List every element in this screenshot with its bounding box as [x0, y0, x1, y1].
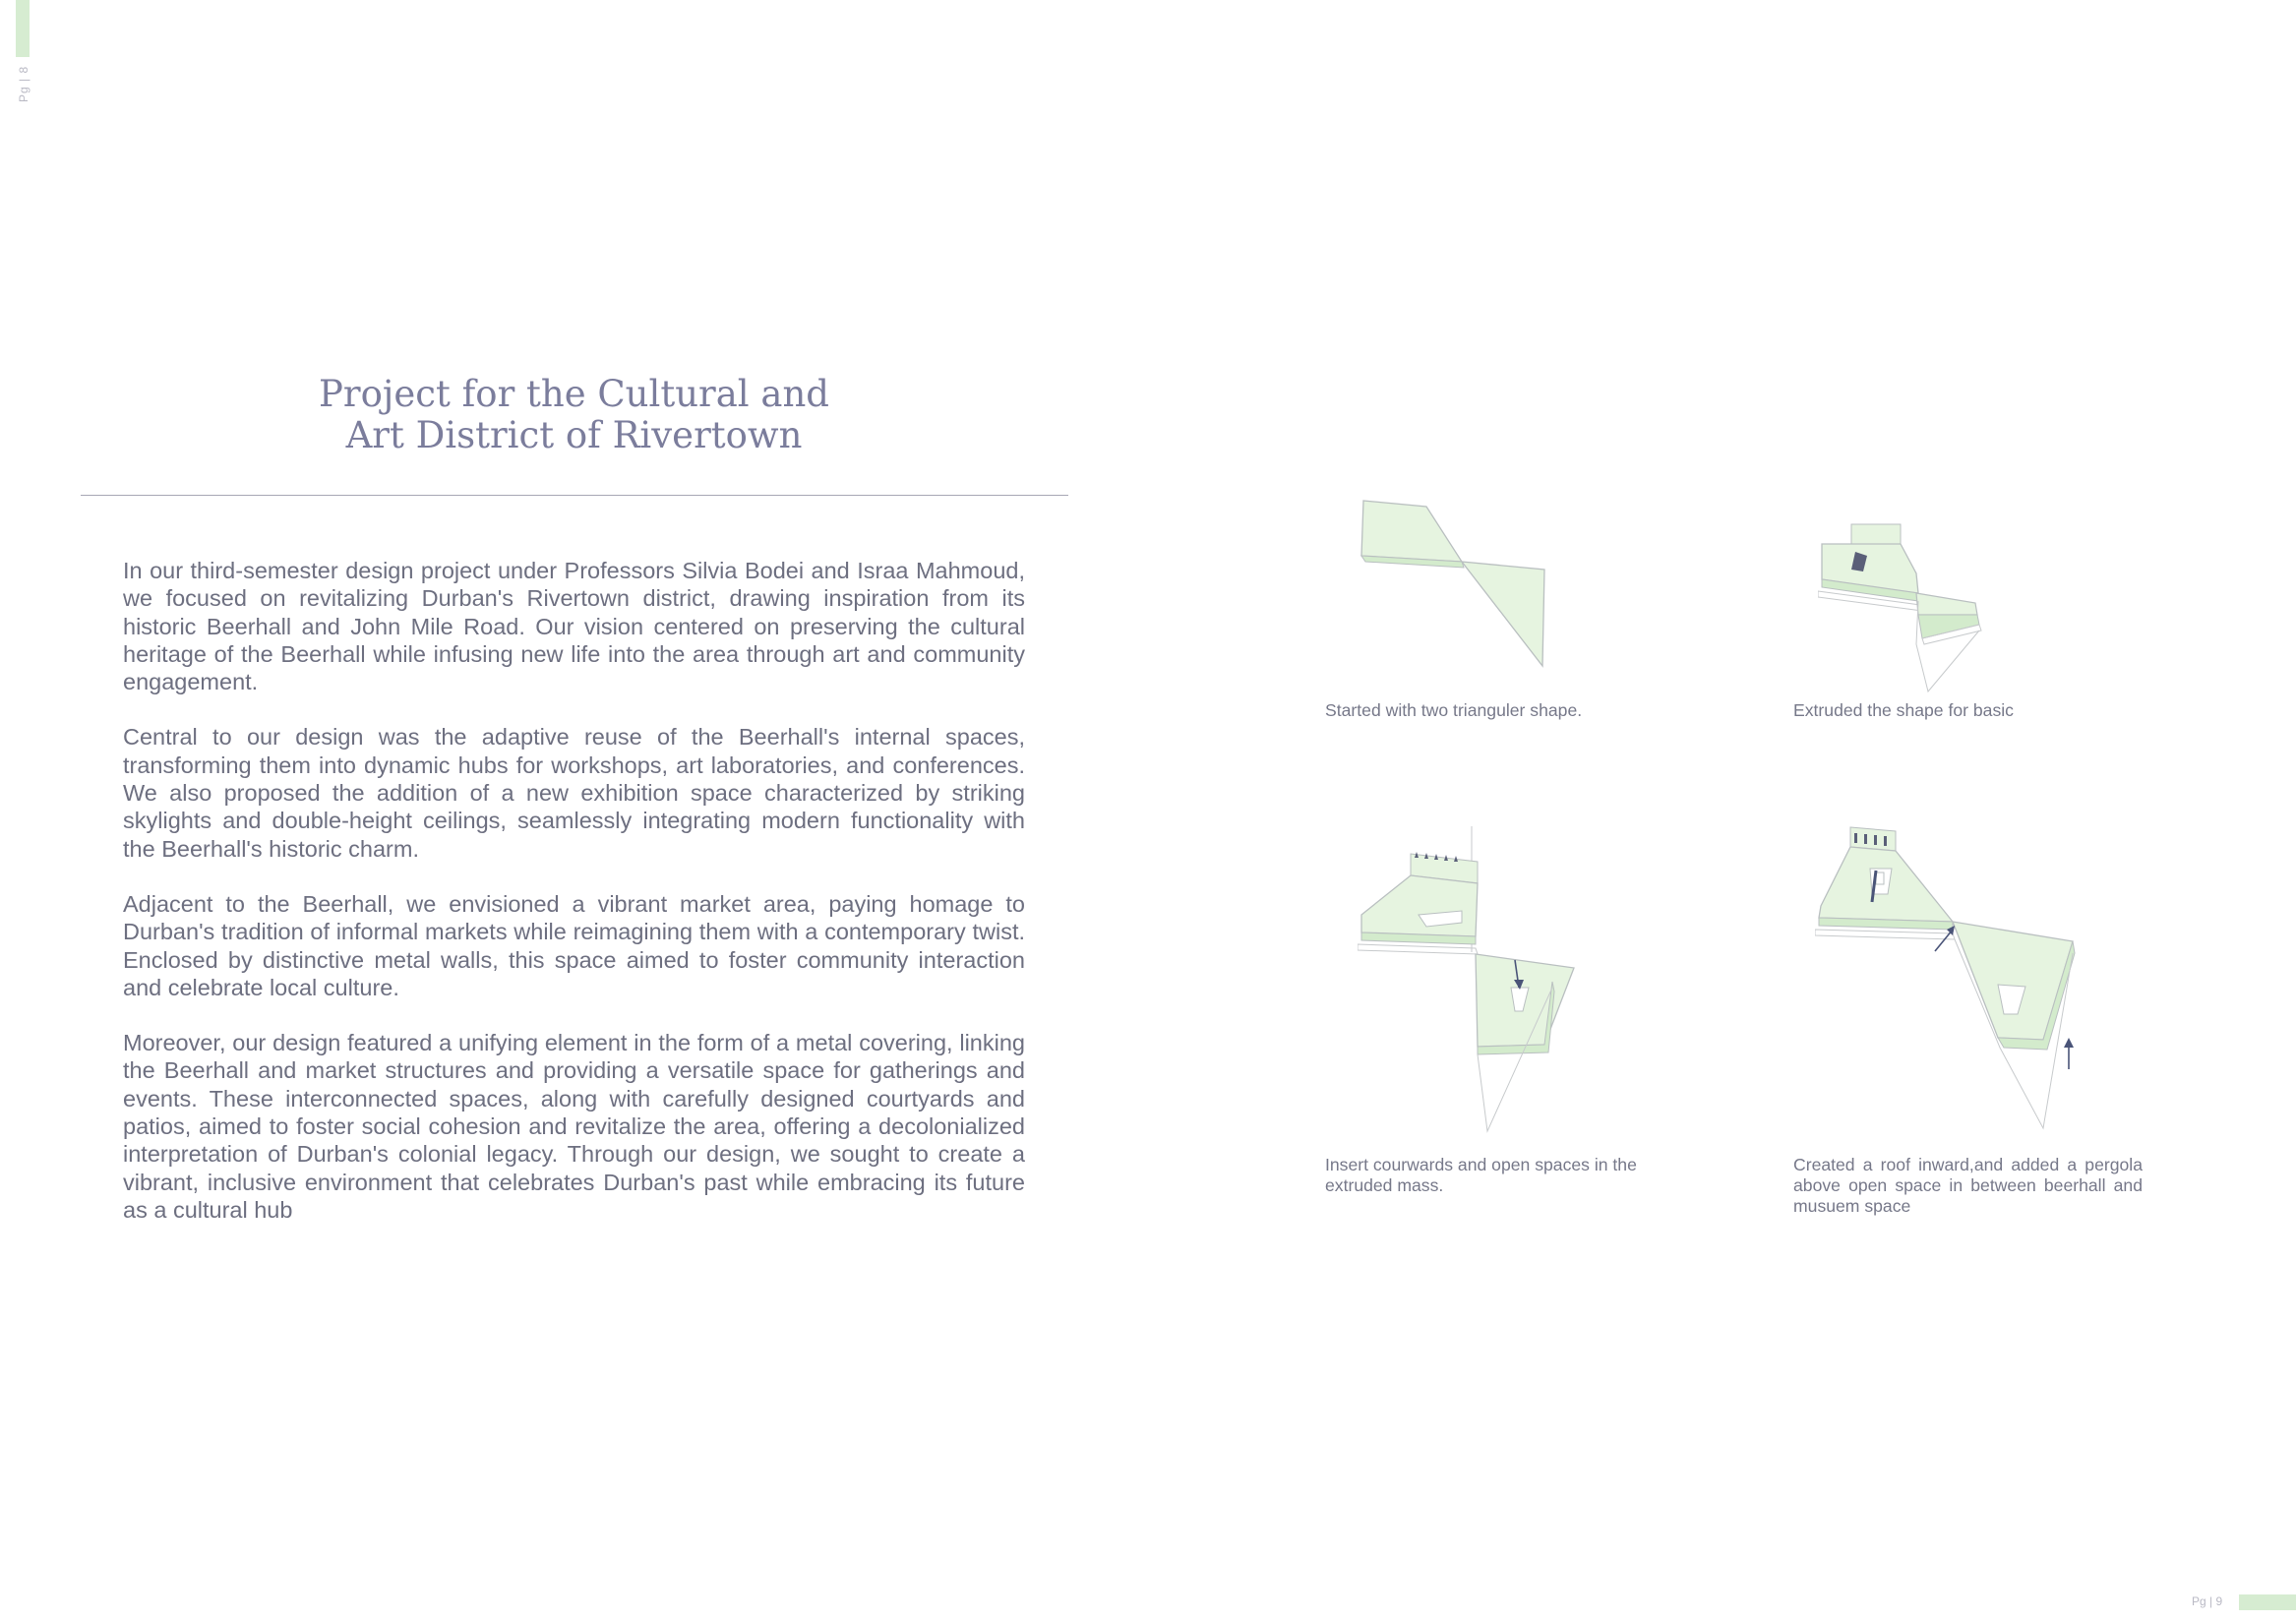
page-number-left: Pg | 8	[17, 65, 30, 102]
paragraph-4: Moreover, our design featured a unifying element in the form of a metal covering, linking the Beerhall and market structures and providing a versatile space for gatherings and events. These interconnected spaces, along with carefully designed courtyards and patios, aimed to foster social cohesion and revitalize the area, offering a decolonialized interpretation of Durban's colonial legacy. Through our design, we sought to create a vibrant, inclusive environment that celebrates Durban's past while embracing its future as a cultural hub	[123, 1030, 1025, 1223]
page-tab-right	[2239, 1594, 2296, 1610]
caption-two-triangles: Started with two trianguler shape.	[1325, 700, 1583, 720]
page-number-right: Pg | 9	[2192, 1594, 2223, 1608]
paragraph-1: In our third-semester design project under Professors Silvia Bodei and Israa Mahmoud, we focused on revitalizing Durban's Rivertown district, drawing inspiration from its historic Beerhall and John Mile Road. Our vision centered on preserving the cultural heritage of the Beerhall while infusing new life into the area through art and community engagement.	[123, 558, 1025, 695]
extruded-shape-diagram	[1818, 516, 1985, 698]
caption-courtyards-text: Insert courwards and open spaces in the extruded mass.	[1325, 1155, 1637, 1195]
paragraph-3: Adjacent to the Beerhall, we envisioned a vibrant market area, paying homage to Durban's tradition of informal markets while reimagining them with a contemporary twist. Enclosed by distinctive metal walls, this space aimed to foster community interaction and celebrate local culture.	[123, 890, 1025, 1000]
page-tab-left	[16, 0, 30, 57]
caption-roof-pergola-text: Created a roof inward,and added a pergola above open space in between beerhall and musuem space	[1793, 1155, 2143, 1216]
title-line-1: Project for the Cultural and	[319, 373, 829, 415]
arrow-icon	[2064, 1038, 2074, 1069]
title-divider	[81, 495, 1068, 496]
title-line-2: Art District of Rivertown	[345, 414, 803, 456]
two-triangles-diagram	[1358, 497, 1554, 674]
page-title	[81, 374, 1067, 456]
project-description	[123, 557, 1025, 1251]
roof-pergola-diagram	[1815, 821, 2081, 1136]
caption-extruded: Extruded the shape for basic	[1793, 700, 2014, 720]
caption-courtyards	[1325, 1155, 1650, 1196]
paragraph-2: Central to our design was the adaptive reuse of the Beerhall's internal spaces, transforming them into dynamic hubs for workshops, art laboratories, and conferences. We also proposed the addition of a new exhibition space characterized by striking skylights and double-height ceilings, seamlessly integrating modern functionality with the Beerhall's historic charm.	[123, 724, 1025, 862]
caption-roof-pergola	[1793, 1155, 2143, 1217]
courtyard-insert-diagram	[1358, 824, 1584, 1134]
